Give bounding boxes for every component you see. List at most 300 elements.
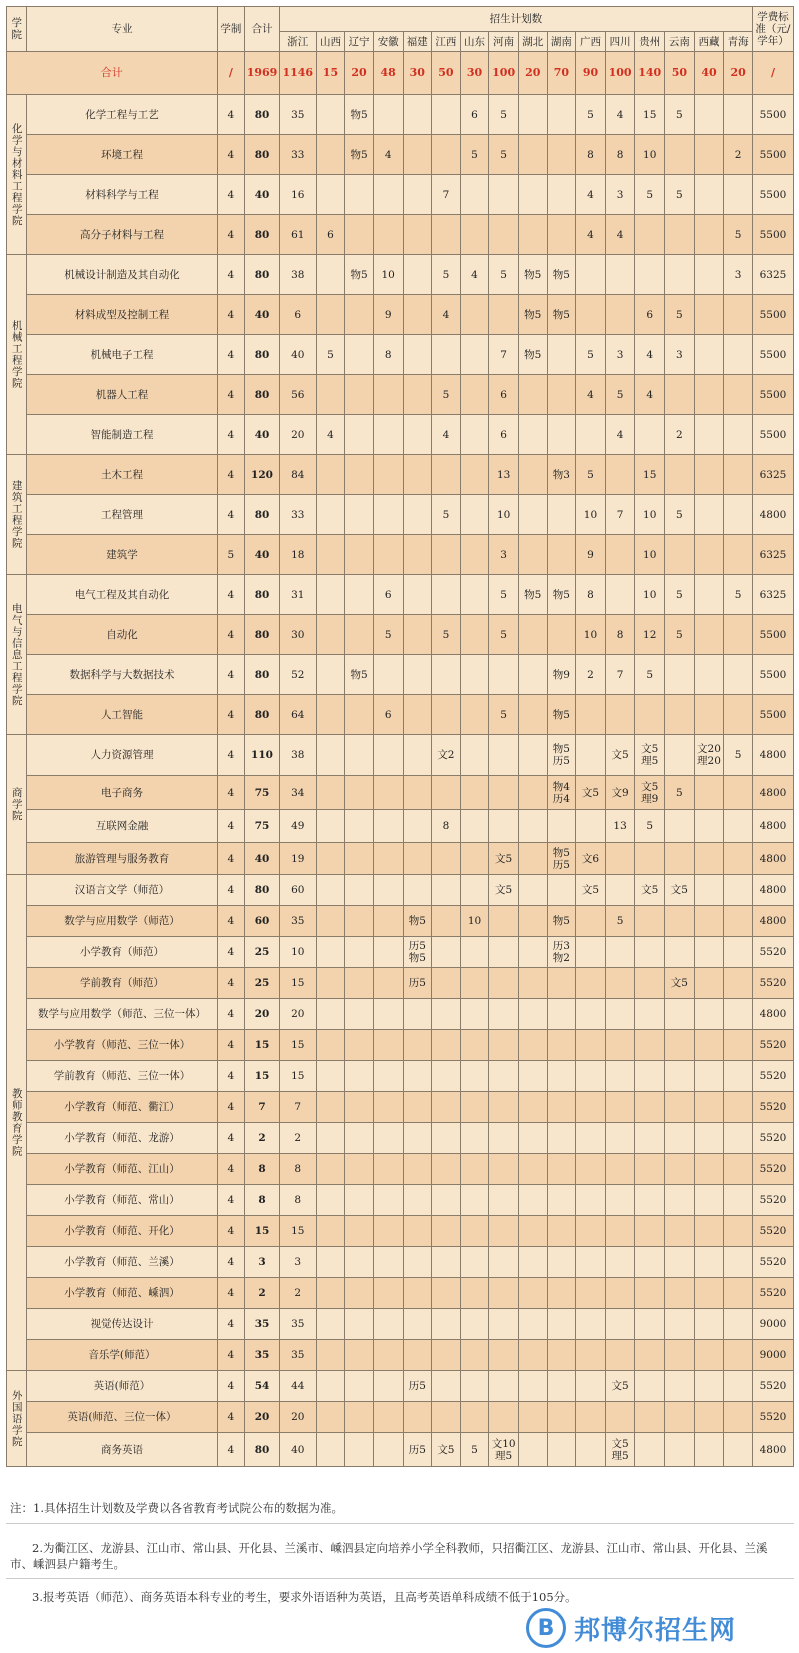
duration-cell: 4 [217,335,245,375]
plan-cell [403,95,432,135]
plan-cell [345,495,374,535]
plan-cell [635,906,665,937]
plan-cell [724,1309,753,1340]
table-row [7,1433,794,1467]
plan-cell: 文5 [576,776,606,810]
plan-cell: 35 [279,906,316,937]
plan-cell [724,295,753,335]
plan-cell [403,1061,432,1092]
plan-cell [665,215,695,255]
plan-cell [694,175,724,215]
plan-cell [724,495,753,535]
plan-cell: 4 [432,415,461,455]
plan-cell [518,535,547,575]
plan-cell [316,615,345,655]
total-cell: 8 [245,1154,280,1185]
plan-cell [547,535,576,575]
table-row [7,415,794,455]
fee-cell: 5520 [752,1247,793,1278]
total-cell: 35 [245,1340,280,1371]
note-1: 注：1.具体招生计划数及学费以各省教育考试院公布的数据为准。 [6,1498,794,1524]
plan-cell: 5 [605,906,635,937]
duration-cell: 4 [217,1371,245,1402]
plan-cell [724,776,753,810]
total-cell: 80 [245,655,280,695]
plan-cell: 文9 [605,776,635,810]
plan-cell: 5 [460,135,489,175]
plan-cell: 4 [460,255,489,295]
plan-cell [724,1061,753,1092]
total-cell: 80 [245,615,280,655]
plan-cell: 2 [279,1278,316,1309]
plan-cell [605,1154,635,1185]
plan-cell [547,1309,576,1340]
plan-cell: 4 [635,335,665,375]
enrollment-plan-table [6,6,794,1467]
plan-cell [724,175,753,215]
plan-cell [489,968,519,999]
plan-cell [403,415,432,455]
plan-cell: 5 [724,215,753,255]
table-row [7,1278,794,1309]
duration-cell: 4 [217,1123,245,1154]
total-cell: 80 [245,875,280,906]
plan-cell [403,135,432,175]
plan-cell: 5 [489,255,519,295]
plan-cell [635,1185,665,1216]
totals-cell: 30 [403,52,432,95]
plan-cell [403,1185,432,1216]
plan-cell [432,215,461,255]
plan-cell [489,1402,519,1433]
major-cell: 学前教育（师范） [27,968,217,999]
plan-cell [316,575,345,615]
plan-cell: 5 [724,735,753,776]
plan-cell [605,999,635,1030]
plan-cell [635,1030,665,1061]
table-row [7,655,794,695]
plan-cell [345,1092,374,1123]
totals-total: 1969 [245,52,280,95]
plan-cell [432,695,461,735]
province-header: 河南 [489,32,519,52]
plan-cell: 8 [373,335,403,375]
fee-cell: 5520 [752,1123,793,1154]
plan-cell [576,906,606,937]
plan-cell: 5 [432,615,461,655]
major-cell: 旅游管理与服务教育 [27,843,217,875]
duration-cell: 4 [217,735,245,776]
total-cell: 40 [245,175,280,215]
plan-cell [316,810,345,843]
plan-cell [460,1154,489,1185]
plan-cell [345,776,374,810]
plan-cell [345,1402,374,1433]
plan-cell [576,937,606,968]
plan-cell: 文5 理9 [635,776,665,810]
duration-cell: 4 [217,215,245,255]
total-cell: 15 [245,1030,280,1061]
plan-cell [460,843,489,875]
plan-cell [489,215,519,255]
plan-cell [432,906,461,937]
total-cell: 40 [245,535,280,575]
plan-cell: 物5 [403,906,432,937]
plan-cell [694,95,724,135]
major-cell: 数学与应用数学（师范） [27,906,217,937]
plan-cell [518,1092,547,1123]
plan-cell: 文5 [605,1371,635,1402]
plan-cell: 文5 [576,875,606,906]
plan-cell [518,1371,547,1402]
plan-cell [547,1340,576,1371]
plan-cell [665,1061,695,1092]
plan-cell: 30 [279,615,316,655]
plan-cell [576,415,606,455]
plan-cell: 4 [605,415,635,455]
province-header: 西藏 [694,32,724,52]
table-row [7,810,794,843]
plan-cell: 5 [489,575,519,615]
plan-cell [518,1216,547,1247]
plan-cell [460,1030,489,1061]
plan-cell [576,968,606,999]
plan-cell [345,175,374,215]
table-row [7,175,794,215]
plan-cell [605,1123,635,1154]
plan-grid [6,6,794,1467]
plan-cell [694,937,724,968]
table-row [7,1371,794,1402]
plan-cell [694,1185,724,1216]
plan-cell [518,175,547,215]
plan-cell [345,1030,374,1061]
major-cell: 小学教育（师范、江山） [27,1154,217,1185]
plan-cell [460,776,489,810]
province-header: 广西 [576,32,606,52]
college-cell: 建筑工程学院 [7,455,27,575]
plan-cell: 5 [489,135,519,175]
plan-cell [460,615,489,655]
plan-cell [373,810,403,843]
plan-cell [605,535,635,575]
plan-cell: 35 [279,1340,316,1371]
duration-cell: 4 [217,1092,245,1123]
plan-cell [576,810,606,843]
plan-cell [518,810,547,843]
plan-cell [518,95,547,135]
province-header: 安徽 [373,32,403,52]
plan-cell: 64 [279,695,316,735]
plan-cell [489,906,519,937]
plan-cell: 历5 [403,968,432,999]
plan-cell [345,455,374,495]
plan-cell: 物5 [518,295,547,335]
plan-cell [373,843,403,875]
plan-cell [432,843,461,875]
plan-cell: 8 [605,135,635,175]
plan-cell [345,1123,374,1154]
plan-cell [432,535,461,575]
plan-cell [576,1247,606,1278]
table-row [7,906,794,937]
plan-cell [460,1309,489,1340]
plan-cell [694,1216,724,1247]
total-cell: 25 [245,968,280,999]
duration-cell: 4 [217,1278,245,1309]
table-row [7,295,794,335]
plan-cell [665,1371,695,1402]
plan-cell: 5 [665,575,695,615]
plan-cell [316,1371,345,1402]
duration-cell: 4 [217,255,245,295]
plan-cell [432,1402,461,1433]
plan-cell: 5 [489,95,519,135]
plan-cell [547,1154,576,1185]
plan-cell [605,1340,635,1371]
duration-cell: 5 [217,535,245,575]
plan-cell [345,999,374,1030]
plan-cell [724,655,753,695]
plan-cell [489,1371,519,1402]
plan-cell: 20 [279,999,316,1030]
total-cell: 40 [245,415,280,455]
province-header: 湖北 [518,32,547,52]
plan-cell [489,1278,519,1309]
plan-cell [316,495,345,535]
plan-cell [576,999,606,1030]
plan-cell [605,843,635,875]
total-cell: 75 [245,776,280,810]
plan-cell [489,735,519,776]
major-cell: 商务英语 [27,1433,217,1467]
plan-cell [460,1216,489,1247]
plan-cell [373,1216,403,1247]
plan-cell [373,95,403,135]
plan-cell: 40 [279,1433,316,1467]
major-cell: 互联网金融 [27,810,217,843]
major-cell: 小学教育（师范、常山） [27,1185,217,1216]
plan-cell [345,215,374,255]
total-cell: 80 [245,135,280,175]
plan-cell [694,495,724,535]
plan-cell [694,999,724,1030]
plan-cell [345,1371,374,1402]
plan-cell [373,999,403,1030]
plan-cell: 10 [279,937,316,968]
plan-cell [635,1123,665,1154]
major-cell: 音乐学(师范） [27,1340,217,1371]
major-cell: 材料成型及控制工程 [27,295,217,335]
fee-cell: 5500 [752,295,793,335]
plan-cell [489,810,519,843]
college-cell: 化学与材料工程学院 [7,95,27,255]
plan-cell [724,615,753,655]
duration-cell: 4 [217,695,245,735]
fee-cell: 4800 [752,875,793,906]
plan-cell: 3 [605,335,635,375]
plan-cell [635,1340,665,1371]
duration-cell: 4 [217,1247,245,1278]
duration-cell: 4 [217,810,245,843]
plan-cell [373,776,403,810]
totals-label: 合计 [7,52,218,95]
plan-cell [316,843,345,875]
plan-cell [489,937,519,968]
plan-cell [316,1433,345,1467]
plan-cell: 6 [373,695,403,735]
plan-cell: 文5 [432,1433,461,1467]
plan-cell [724,535,753,575]
plan-cell [518,415,547,455]
plan-cell: 物5 [547,695,576,735]
plan-cell [345,1309,374,1340]
plan-cell [605,1278,635,1309]
fee-cell: 5500 [752,415,793,455]
plan-cell: 20 [279,415,316,455]
plan-cell [576,1123,606,1154]
plan-cell [403,1309,432,1340]
plan-cell [460,695,489,735]
plan-cell [724,335,753,375]
plan-cell [547,415,576,455]
plan-cell [694,810,724,843]
fee-cell: 5500 [752,135,793,175]
plan-cell [460,1371,489,1402]
plan-cell: 4 [576,215,606,255]
plan-cell [460,175,489,215]
table-row [7,1154,794,1185]
plan-cell [694,1433,724,1467]
plan-cell: 物5 [345,95,374,135]
plan-cell [724,1216,753,1247]
plan-cell [547,999,576,1030]
total-cell: 15 [245,1061,280,1092]
plan-cell [316,875,345,906]
plan-cell [547,1185,576,1216]
plan-cell [373,1030,403,1061]
major-cell: 小学教育（师范、兰溪） [27,1247,217,1278]
plan-cell [316,1340,345,1371]
fee-cell: 4800 [752,735,793,776]
plan-cell [345,415,374,455]
plan-cell: 6 [279,295,316,335]
plan-cell: 物5 [518,575,547,615]
plan-cell [403,575,432,615]
plan-cell [373,1247,403,1278]
plan-cell [403,1030,432,1061]
plan-cell [518,937,547,968]
plan-cell: 61 [279,215,316,255]
plan-cell [518,135,547,175]
table-row [7,1216,794,1247]
watermark-text: 邦博尔招生网 [574,1615,737,1646]
plan-cell: 5 [635,655,665,695]
province-header: 江西 [432,32,461,52]
plan-cell [403,175,432,215]
plan-cell [635,1371,665,1402]
plan-cell [694,1247,724,1278]
plan-cell [460,295,489,335]
plan-cell [518,1278,547,1309]
plan-cell [460,1061,489,1092]
plan-cell: 35 [279,95,316,135]
plan-cell: 4 [576,375,606,415]
plan-cell [724,415,753,455]
plan-cell: 38 [279,255,316,295]
plan-cell [518,1340,547,1371]
plan-cell [724,1278,753,1309]
college-cell: 商学院 [7,735,27,875]
totals-duration: / [217,52,245,95]
plan-cell [518,695,547,735]
plan-cell [316,1185,345,1216]
plan-cell: 5 [665,615,695,655]
plan-cell [403,735,432,776]
duration-cell: 4 [217,575,245,615]
plan-cell [665,999,695,1030]
plan-cell [635,1061,665,1092]
plan-cell [373,655,403,695]
plan-cell [694,1123,724,1154]
plan-cell: 7 [605,655,635,695]
province-header: 山西 [316,32,345,52]
plan-cell [694,1061,724,1092]
plan-cell [694,1309,724,1340]
plan-cell [373,375,403,415]
plan-cell [489,1247,519,1278]
duration-cell: 4 [217,1030,245,1061]
fee-cell: 5520 [752,1278,793,1309]
table-row [7,1092,794,1123]
plan-cell [460,375,489,415]
plan-cell [460,1340,489,1371]
college-cell: 外国语学院 [7,1371,27,1467]
plan-cell [432,1185,461,1216]
duration-cell: 4 [217,1340,245,1371]
plan-cell [373,1061,403,1092]
total-cell: 80 [245,1433,280,1467]
table-row [7,375,794,415]
fee-cell: 4800 [752,906,793,937]
plan-cell [547,1278,576,1309]
plan-cell [635,1309,665,1340]
plan-cell [635,1092,665,1123]
plan-cell: 5 [432,495,461,535]
plan-cell: 5 [576,335,606,375]
plan-cell [316,1402,345,1433]
major-cell: 英语(师范、三位一体） [27,1402,217,1433]
plan-cell [403,776,432,810]
table-row [7,455,794,495]
plan-cell [694,968,724,999]
plan-cell [665,455,695,495]
plan-cell [665,135,695,175]
plan-cell [460,875,489,906]
table-row [7,1030,794,1061]
plan-cell [373,937,403,968]
plan-cell [316,968,345,999]
plan-cell [345,575,374,615]
plan-cell [316,937,345,968]
plan-cell [547,375,576,415]
plan-cell: 8 [576,135,606,175]
plan-cell [316,776,345,810]
province-header: 福建 [403,32,432,52]
plan-cell: 6 [635,295,665,335]
plan-cell [724,1433,753,1467]
plan-cell [665,655,695,695]
